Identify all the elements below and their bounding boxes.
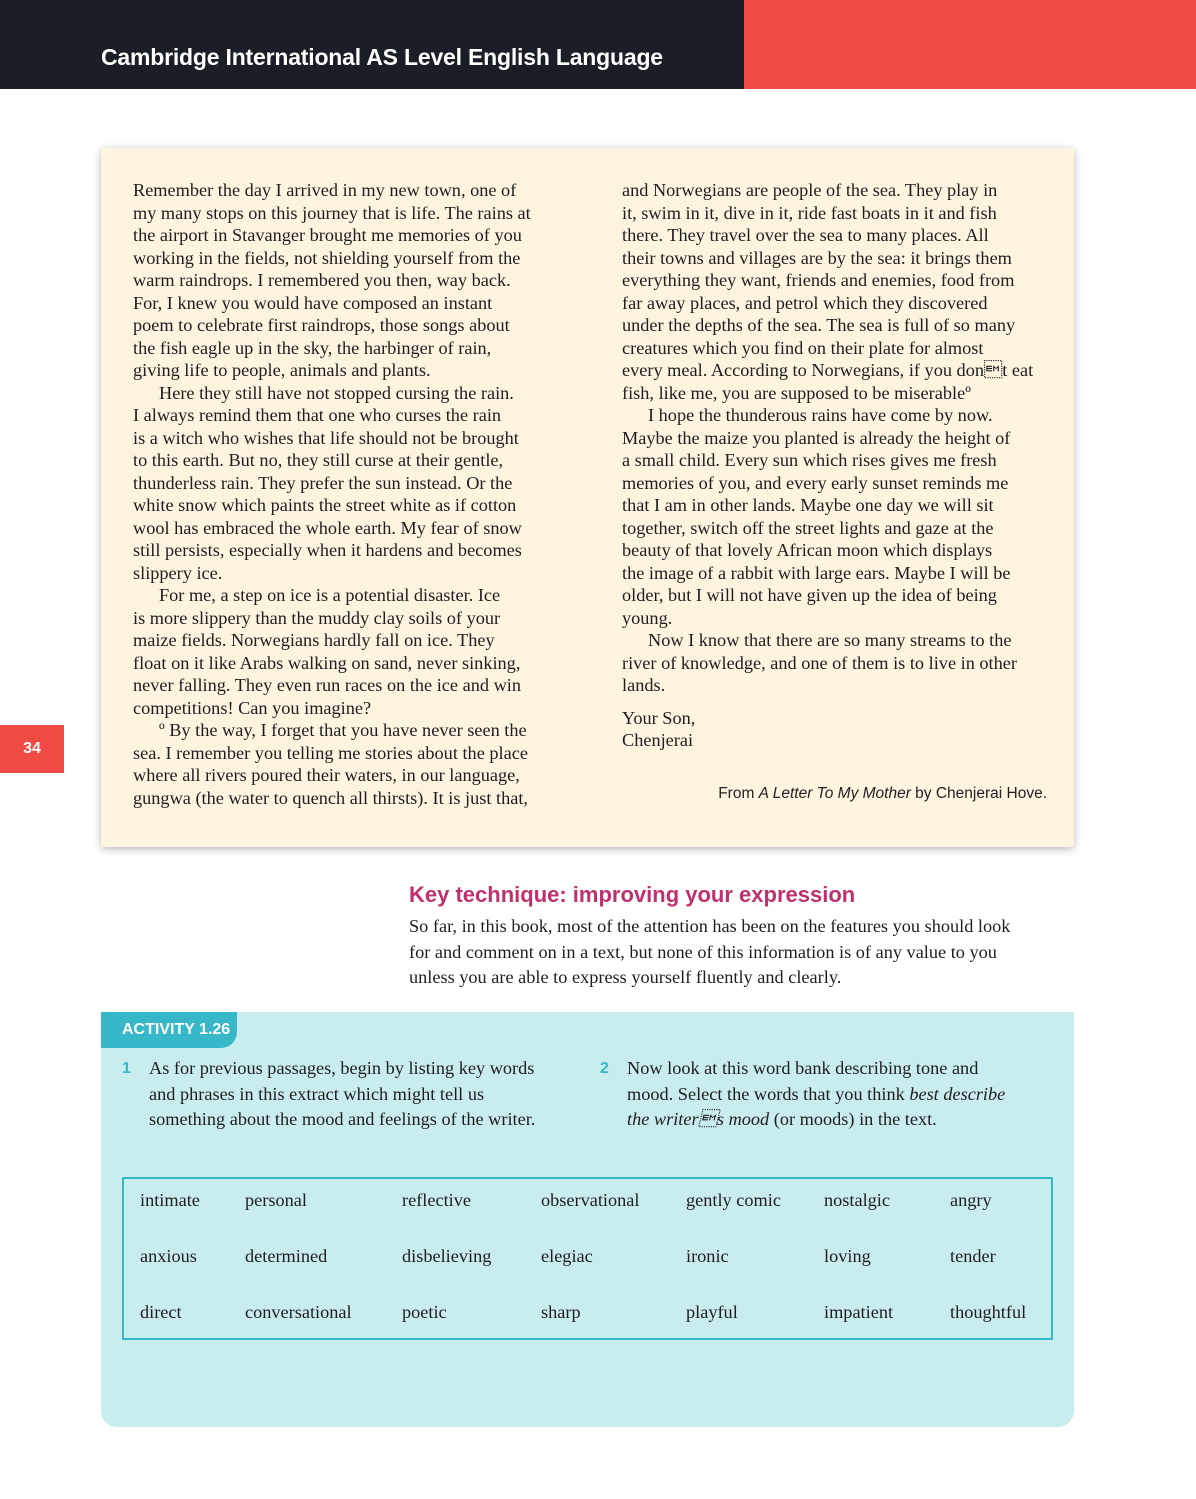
question-text-part: (or moods) in the text. (769, 1109, 937, 1129)
question-text-emphasis: best describe the writers mood (627, 1083, 1006, 1129)
word-bank-word: loving (824, 1246, 871, 1266)
letter-signoff: Your Son, Chenjerai (622, 707, 696, 750)
word-bank-word: thoughtful (950, 1302, 1027, 1322)
source-prefix: From (718, 785, 759, 802)
word-bank-word: elegiac (541, 1246, 593, 1266)
question-text: As for previous passages, begin by listing key words and phrases in this extract which might tell us something about the mood and feelings of the writer. (149, 1058, 536, 1129)
word-bank-word: playful (686, 1302, 738, 1322)
key-technique-body: So far, in this book, most of the attention has been on the features you should look for and comment on in a text, but none of this information is of any value to you unless you are able to express yourself fluently and clearly. (409, 916, 1011, 987)
word-bank-word: reflective (402, 1190, 472, 1210)
question-number: 1 (122, 1060, 131, 1077)
extract-paragraph: I hope the thunderous rains have come by now. Maybe the maize you planted is already the height of a small child. Every sun which rises gives me fresh memories of you, and every early sunset reminds me that I am in other lands. Maybe one day we will sit together, switch off the street lights and gaze at the beauty of that lovely African moon which displays the image of a rabbit with large ears. Maybe I will be older, but I will not have given up the idea of being young. (622, 405, 1011, 628)
word-bank-word: gently comic (686, 1190, 781, 1210)
extract-paragraph: and Norwegians are people of the sea. They play in it, swim in it, dive in it, ride fast boats in it and fish there. They travel over the sea to many places. All their towns and villages are by the sea: it brings them everything they want, friends and enemies, food from far away places, and petrol which they discovered under the depths of the sea. The sea is full of so many creatures which you find on their plate for almost every meal. According to Norwegians, if you dont eat fish, like me, you are supposed to be miserableº (622, 180, 1034, 403)
word-bank-word: determined (245, 1246, 328, 1266)
page-number: 34 (0, 725, 64, 773)
word-bank-word: angry (950, 1190, 992, 1210)
extract-paragraph: Here they still have not stopped cursing the rain. I always remind them that one who curses the rain is a witch who wishes that life should not be brought to this earth. But no, they still curse at their gentle, thunderless rain. They prefer the sun instead. Or the white snow which paints the street white as if cotton wool has embraced the whole earth. My fear of snow still persists, especially when it hardens and becomes slippery ice. (133, 382, 522, 583)
word-bank-word: observational (541, 1190, 640, 1210)
word-bank-word: disbelieving (402, 1246, 492, 1266)
extract-paragraph: For me, a step on ice is a potential disaster. Ice is more slippery than the muddy clay soils of your maize fields. Norwegians hardly fall on ice. They float on it like Arabs walking on sand, never sinking, never falling. They even run races on the ice and win competitions! Can you imagine? (133, 585, 521, 718)
key-technique-heading: Key technique: improving your expression (409, 882, 856, 907)
question-text-part: Now look at this word bank describing tone and mood. Select the words that you think (627, 1058, 979, 1104)
word-bank-word: personal (245, 1190, 307, 1210)
word-bank-word: anxious (140, 1246, 197, 1266)
extract-source (622, 785, 1047, 803)
extract-paragraph: Now I know that there are so many streams to the river of knowledge, and one of them is to live in other lands. (622, 630, 1017, 695)
source-suffix: by Chenjerai Hove. (910, 785, 1047, 802)
extract-paragraph: Remember the day I arrived in my new town, one of my many stops on this journey that is life. The rains at the airport in Stavanger brought me memories of you working in the fields, not shielding yourself from the warm raindrops. I remembered you then, way back. For, I knew you would have composed an instant poem to celebrate first raindrops, those songs about the fish eagle up in the sky, the harbinger of rain, giving life to people, animals and plants. (133, 180, 531, 380)
word-bank-word: intimate (140, 1190, 200, 1210)
word-bank-word: poetic (402, 1302, 447, 1322)
book-title: Cambridge International AS Level English Language (101, 44, 663, 70)
question-text (627, 1056, 1067, 1133)
extract-right-column (622, 179, 1054, 752)
word-bank-word: sharp (541, 1302, 581, 1322)
word-bank-word: conversational (245, 1302, 352, 1322)
question-number: 2 (600, 1060, 609, 1077)
header-accent-bar (744, 0, 1196, 89)
word-bank-word: impatient (824, 1302, 894, 1322)
word-bank-word: direct (140, 1302, 182, 1322)
extract-paragraph: º By the way, I forget that you have never seen the sea. I remember you telling me stories about the place where all rivers poured their waters, in our language, gungwa (the water to quench all thirsts). It is just that, (133, 720, 528, 808)
source-title: A Letter To My Mother (758, 785, 911, 802)
word-bank-word: nostalgic (824, 1190, 891, 1210)
extract-left-column (133, 179, 565, 809)
word-bank-word: tender (950, 1246, 996, 1266)
word-bank-word: ironic (686, 1246, 729, 1266)
activity-label: ACTIVITY 1.26 (101, 1012, 237, 1048)
